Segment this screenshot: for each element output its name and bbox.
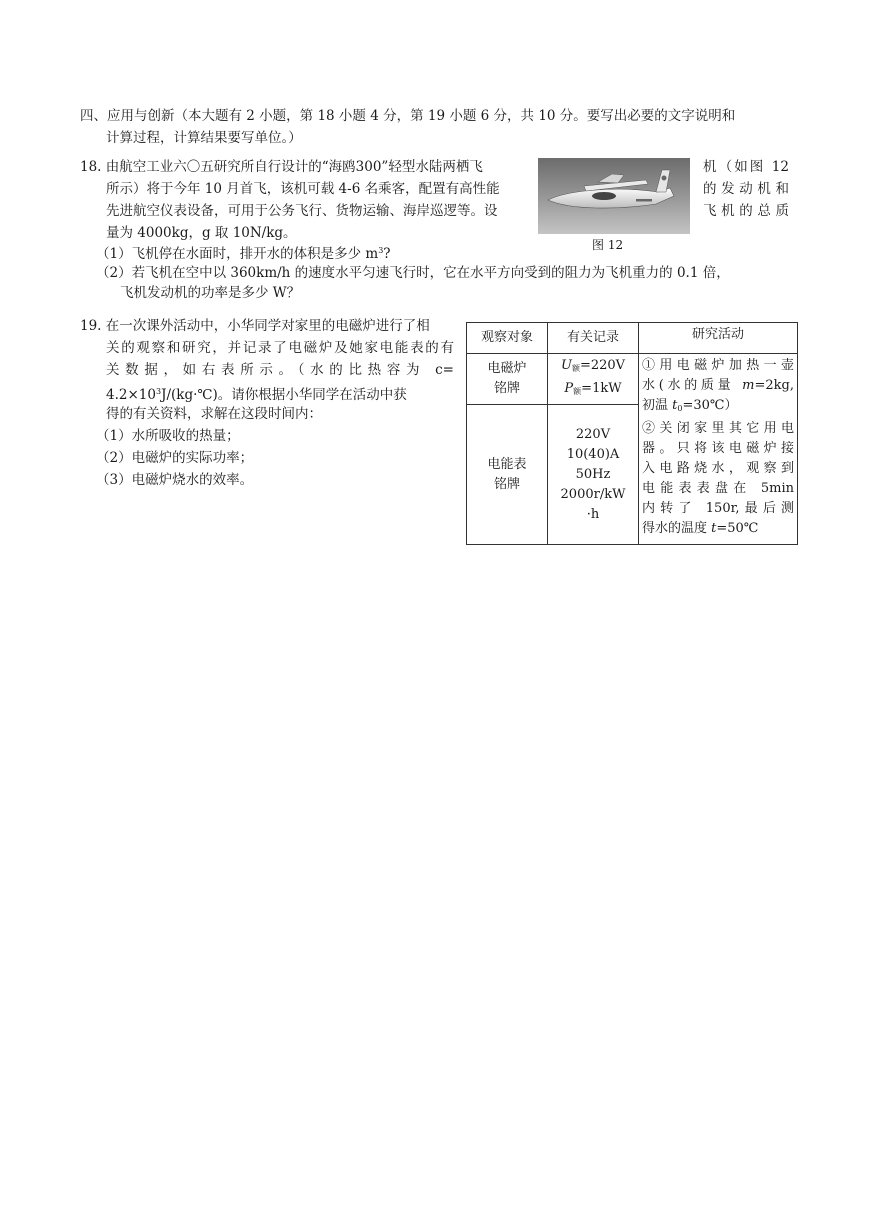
seaplane-photo xyxy=(538,158,690,234)
cooker-label: 电磁炉 铭牌 xyxy=(467,354,548,405)
q18-sub2-line2: 飞机发动机的功率是多少 W？ xyxy=(120,285,301,301)
q18-sub1: （1）飞机停在水面时，排开水的体积是多少 $m^3$? xyxy=(96,246,391,262)
q18-line1-right: 机（如图 12 xyxy=(703,159,789,175)
q18-line1-left: 18. 由航空工业六〇五研究所自行设计的“海鸥300”轻型水陆两栖飞 xyxy=(80,159,483,175)
q19-line4: $4.2\times 10^3J/(kg\cdot℃)$。请你根据小华同学在活动中获 xyxy=(106,387,407,403)
q19-sub1: （1）水所吸收的热量； xyxy=(96,428,240,444)
activity-cell: ①用电磁炉加热一壶 水(水的质量 m=2kg, 初温 $t_0=30℃$） ②关闭家里其它用电 器。只将该电磁炉接 入电路烧水，观察到 电能表表盘在 5min 内转了 150r,最后测 得水的温度 t=50℃ xyxy=(639,354,798,545)
q19-line1: 19. 在一次课外活动中，小华同学对家里的电磁炉进行了相 xyxy=(80,318,430,334)
section-heading-line2: 计算过程，计算结果要写单位。） xyxy=(106,130,302,146)
header-record: 有关记录 xyxy=(548,323,639,354)
q18-line4: 量为 4000kg，g 取 10N/kg。 xyxy=(106,225,297,241)
figure-caption: 图 12 xyxy=(592,238,624,252)
header-object: 观察对象 xyxy=(467,323,548,354)
table-row xyxy=(467,354,798,405)
q18-sub2-line1: （2）若飞机在空中以 360km/h 的速度水平匀速飞行时，它在水平方向受到的阻力为飞机重力的 0.1 倍， xyxy=(96,265,730,281)
q19-line3: 关数据，如右表所示。（水的比热容为 c= xyxy=(106,362,454,378)
table-header-row xyxy=(467,323,798,354)
q18-line2-right: 的发动机和 xyxy=(703,181,789,197)
q18-line3-left: 先进航空仪表设备，可用于公务飞行、货物运输、海岸巡逻等。设 xyxy=(106,203,498,219)
q18-line3-right: 飞机的总质 xyxy=(703,203,789,219)
q19-sub2: （2）电磁炉的实际功率； xyxy=(96,450,254,466)
header-activity: 研究活动 xyxy=(639,323,798,354)
meter-label: 电能表 铭牌 xyxy=(467,405,548,545)
cooker-record: $U_额=220V$ $P_额=1kW$ xyxy=(548,354,639,405)
q19-line2: 关的观察和研究，并记录了电磁炉及她家电能表的有 xyxy=(106,340,454,356)
record-table xyxy=(466,322,798,545)
section-heading-line1: 四、应用与创新（本大题有 2 小题，第 18 小题 4 分，第 19 小题 6 分，共 10 分。要写出必要的文字说明和 xyxy=(80,108,736,124)
q19-sub3: （3）电磁炉烧水的效率。 xyxy=(96,472,254,488)
q18-line2-left: 所示）将于今年 10 月首飞，该机可载 4-6 名乘客，配置有高性能 xyxy=(106,181,500,197)
q19-line5: 得的有关资料，求解在这段时间内： xyxy=(106,406,322,422)
meter-record: 220V 10(40)A 50Hz 2000r/kW ·h xyxy=(548,405,639,545)
